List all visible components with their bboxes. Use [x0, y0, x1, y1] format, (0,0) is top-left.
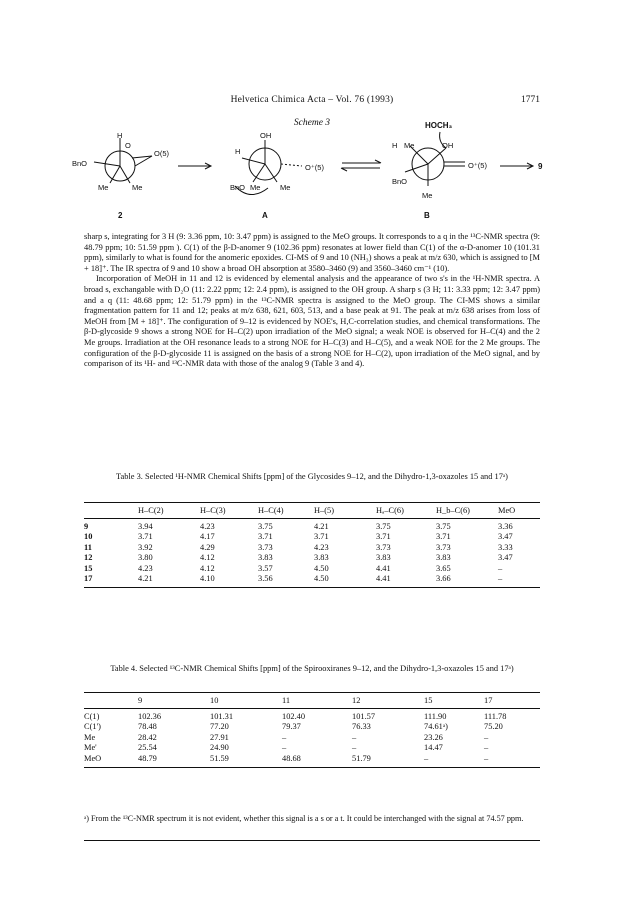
table4-caption: Table 4. Selected ¹³C-NMR Chemical Shifts [ppm] of the Spirooxiranes 9–12, and the Dihydro-1,3-oxazoles 15 and 17ᵃ) [110, 664, 514, 673]
paragraph: Incorporation of MeOH in 11 and 12 is evidenced by elemental analysis and the appearance of two s's in the ¹H-NMR spectra. A broad s, exchangable with D₂O (11: 2.22 ppm; 12: 2.4 ppm), is assigned to the OH group. A sharp s (3 H; 11: 3.33 ppm; 12: 3.47 ppm) and a q (11: 48.68 ppm; 12: 51.79 ppm) in the ¹³C-NMR spectra is assigned to the MeO group. The CI-MS shows a similar fragmentation pattern for 11 and 12; peaks at m/z 638, 621, 603, 513, and a base peak at 91. The peak at m/z 638 arises from loss of MeOH from [M + 18]⁺. The configuration of 9–12 is evidenced by NOE's, H,C-correlation studies, and chemical transformations. The β-D-glycoside 9 shows a strong NOE for H–C(2) upon irradiation of the MeO signal; a weak NOE is observed for H–C(4) and the 2 Me groups. Irradiation at the OH resonance leads to a strong NOE for H–C(3) and H–C(5), and a weak NOE for the 2 Me groups. The configuration of the β-D-glycoside 11 is assigned on the basis of a strong NOE for H–C(2), upon irradiation of the MeO signal, and by comparison of its ¹H- and ¹³C-NMR data with those of the analog 9 (Table 3 and 4). [84, 274, 540, 369]
table-cell: 3.75 [376, 522, 391, 531]
scheme-label: BnO [230, 183, 246, 192]
column-header: 12 [352, 696, 361, 705]
table-cell: 3.47 [498, 532, 513, 542]
table4 [84, 692, 540, 768]
table-cell: 3.66 [436, 574, 451, 584]
row-label: C(1) [84, 712, 100, 721]
table-cell: 4.50 [314, 563, 329, 573]
column-header: 11 [282, 696, 291, 705]
scheme-label: O(5) [154, 149, 169, 158]
table-cell: 3.83 [436, 553, 451, 563]
table-cell: 3.75 [436, 522, 451, 531]
row-label: 17 [84, 574, 93, 584]
column-header: H–(5) [314, 506, 335, 515]
table-cell: 3.71 [314, 532, 329, 542]
table-cell: 3.71 [138, 532, 153, 542]
table-cell: 3.80 [138, 553, 153, 563]
compound-number: 2 [118, 211, 123, 220]
table-cell: – [282, 743, 287, 753]
column-header: H–C(2) [138, 506, 164, 515]
table-header-row [84, 503, 540, 519]
scheme-label: H [235, 147, 241, 156]
table-cell: 24.90 [210, 743, 229, 753]
column-header: 17 [484, 696, 493, 705]
table-cell: 102.40 [282, 712, 306, 721]
table-cell: 75.20 [484, 722, 503, 732]
page-number: 1771 [521, 95, 540, 105]
table-row [84, 574, 540, 588]
table-cell: – [498, 574, 503, 584]
body-text [84, 232, 540, 370]
row-label: MeO [84, 753, 102, 763]
table-cell: 23.26 [424, 732, 443, 742]
column-header [84, 693, 138, 709]
table-cell: – [352, 743, 357, 753]
scheme-label: BnO [72, 159, 88, 168]
scheme-label: H [392, 141, 398, 150]
column-header: MeO [498, 506, 516, 515]
scheme-title: Scheme 3 [293, 118, 331, 128]
scheme-label: BnO [392, 177, 408, 186]
table-cell: 51.79 [352, 753, 371, 763]
footnote: ᵃ) From the ¹³C-NMR spectrum it is not evident, whether this signal is a s or a t. It could be interchanged with the signal at 74.57 ppm. [84, 814, 524, 823]
row-label: Me' [84, 743, 97, 753]
scheme-label: HOCH₃ [425, 121, 453, 130]
table-row [84, 743, 540, 753]
table-cell: 3.92 [138, 542, 153, 552]
table-cell: 25.54 [138, 743, 157, 753]
table-cell: 3.83 [258, 553, 273, 563]
table-row [84, 564, 540, 574]
table-cell: 102.36 [138, 712, 162, 721]
table-cell: – [484, 753, 489, 763]
table-cell: 48.68 [282, 753, 301, 763]
table-row [84, 543, 540, 553]
table-cell: 3.94 [138, 522, 153, 531]
table-row [84, 722, 540, 732]
scheme-label: Me [132, 183, 143, 192]
table-cell: – [282, 732, 287, 742]
column-header: H_b–C(6) [436, 506, 470, 515]
table-cell: 3.73 [376, 542, 391, 552]
table-cell: 48.79 [138, 753, 157, 763]
column-header [84, 503, 138, 519]
table-cell: 3.83 [376, 553, 391, 563]
table-cell: 4.21 [314, 522, 329, 531]
table-cell: 4.23 [200, 522, 215, 531]
table-cell: 3.83 [314, 553, 329, 563]
column-header: H–C(3) [200, 506, 226, 515]
table-cell: 3.47 [498, 553, 513, 563]
table-cell: 101.31 [210, 712, 234, 721]
journal-title: Helvetica Chimica Acta – Vol. 76 (1993) [230, 95, 394, 105]
table-cell: 3.71 [258, 532, 273, 542]
table-cell: 77.20 [210, 722, 229, 732]
table-cell: 4.23 [314, 542, 329, 552]
row-label: 11 [84, 542, 92, 552]
scheme-label: Me [250, 183, 261, 192]
scheme-label: Me [98, 183, 109, 192]
table-row [84, 733, 540, 743]
table-row [84, 532, 540, 542]
table-cell: 3.75 [258, 522, 273, 531]
table-cell: 111.90 [424, 712, 447, 721]
scheme-label: Me [422, 191, 433, 200]
row-label: C(1') [84, 722, 101, 732]
column-header: H–C(4) [258, 506, 284, 515]
table-cell: 76.33 [352, 722, 371, 732]
table-cell: 4.10 [200, 574, 215, 584]
table-cell: 4.29 [200, 542, 215, 552]
row-label: Me [84, 732, 96, 742]
table-cell: 14.47 [424, 743, 443, 753]
table-row [84, 519, 540, 533]
table-cell: 27.91 [210, 732, 229, 742]
table-cell: 78.48 [138, 722, 157, 732]
table-cell: 51.59 [210, 753, 229, 763]
intermediate-label: B [424, 211, 430, 220]
table-cell: 74.61ᵃ) [424, 722, 448, 732]
table-cell: – [424, 753, 429, 763]
table-cell: 3.71 [436, 532, 451, 542]
paragraph: sharp s, integrating for 3 H (9: 3.36 ppm, 10: 3.47 ppm) is assigned to the MeO groups. It corresponds to a q in the ¹³C-NMR spectra (9: 48.79 ppm; 10: 51.59 ppm ). C(1) of the β-D-anomer 9 (102.36 ppm) resonates at lower field than C(1) of the α-D-anomer 10 (101.31 ppm), similarly to what is found for the anomeric epoxides. CI-MS of 9 and 10 (NH₃) shows a peak at m/z 630, which is assigned to [M + 18]⁺. The IR spectra of 9 and 10 show a broad OH absorption at 3580–3460 (9) and 3560–3460 cm⁻¹ (10). [84, 232, 540, 273]
scheme-label: O⁺(5) [305, 163, 324, 172]
intermediate-label: A [262, 211, 268, 220]
table-cell: 3.33 [498, 542, 513, 552]
column-header: Hₐ–C(6) [376, 506, 404, 515]
table-cell: 101.57 [352, 712, 376, 721]
table-row [84, 709, 540, 723]
scheme-label: OH [442, 141, 454, 150]
table-cell: 4.23 [138, 563, 153, 573]
table-cell: – [352, 732, 357, 742]
table-cell: 3.36 [498, 522, 513, 531]
table-cell: – [484, 743, 489, 753]
row-label: 15 [84, 563, 93, 573]
table-cell: 28.42 [138, 732, 157, 742]
scheme-label: O⁺(5) [468, 161, 487, 170]
table-cell: 4.50 [314, 574, 329, 584]
table-cell: 111.78 [484, 712, 507, 721]
scheme-label: OH [260, 131, 272, 140]
table-cell: 4.41 [376, 574, 391, 584]
table-cell: 4.21 [138, 574, 153, 584]
column-header: 15 [424, 696, 433, 705]
scheme-3-diagram [70, 118, 560, 228]
table-cell: 3.65 [436, 563, 451, 573]
table-header-row [84, 693, 540, 709]
table-cell: – [498, 563, 503, 573]
product-number: 9 [538, 162, 543, 171]
scheme-label: Me [280, 183, 291, 192]
row-label: 9 [84, 522, 89, 531]
footnote-rule [84, 840, 540, 841]
column-header: 9 [138, 696, 143, 705]
table-cell: 3.73 [258, 542, 273, 552]
scheme-label: O [125, 141, 131, 150]
column-header: 10 [210, 696, 219, 705]
table-cell: 4.17 [200, 532, 215, 542]
table-cell: 3.57 [258, 563, 273, 573]
table-cell: 4.12 [200, 563, 215, 573]
scheme-label: Me [404, 141, 415, 150]
table-cell: 3.56 [258, 574, 273, 584]
table-cell: – [484, 732, 489, 742]
table-row [84, 553, 540, 563]
table-cell: 3.73 [436, 542, 451, 552]
scheme-label: H [117, 131, 123, 140]
table3 [84, 502, 540, 588]
table-cell: 3.71 [376, 532, 391, 542]
table-row [84, 754, 540, 768]
table-cell: 79.37 [282, 722, 301, 732]
row-label: 10 [84, 532, 93, 542]
table3-caption: Table 3. Selected ¹H-NMR Chemical Shifts [ppm] of the Glycosides 9–12, and the Dihydro-1,3-oxazoles 15 and 17ᵃ) [116, 472, 508, 481]
table-cell: 4.41 [376, 563, 391, 573]
row-label: 12 [84, 553, 93, 563]
table-cell: 4.12 [200, 553, 215, 563]
